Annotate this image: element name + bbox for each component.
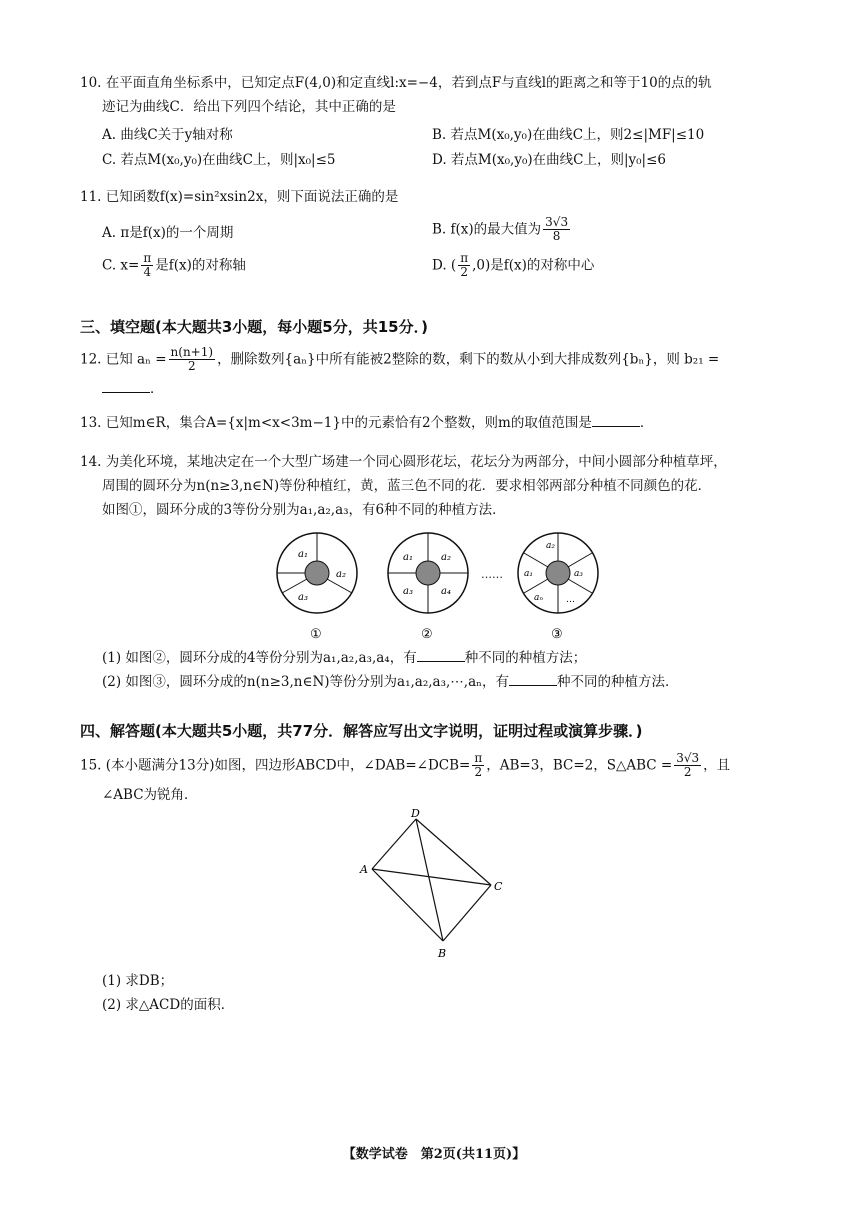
fig3-ellipsis: …: [566, 595, 575, 605]
fig1-label: ①: [310, 627, 322, 642]
q14-sub1: (1) 如图②，圆环分成的4等份分别为a₁,a₂,a₃,a₄，有 种不同的种植方法；: [102, 650, 587, 666]
q14-sub1-blank[interactable]: [417, 649, 465, 662]
section-3-heading: 三、填空题(本大题共3小题，每小题5分，共15分．): [80, 318, 428, 336]
fig2-a2: a₂: [441, 552, 451, 563]
fig2-a4: a₄: [441, 586, 451, 597]
q13: 13. 已知m∈R，集合A={x|m<x<3m−1}中的元素恰有2个整数，则m的取值范围是 ．: [80, 415, 654, 431]
q12-line2: ．: [102, 380, 164, 398]
fig3-a1: a₁: [524, 569, 533, 579]
vertex-d-label: D: [411, 807, 420, 820]
q10-line2: 迹记为曲线C．给出下列四个结论，其中正确的是: [102, 99, 396, 115]
q14-sub2: (2) 如图③，圆环分成的n(n≥3,n∈N)等份分别为a₁,a₂,a₃,⋯,aₙ，有 种不同的种植方法．: [102, 674, 679, 690]
q11-option-b: B. f(x)的最大值为 $\frac{3√3}{8}$: [432, 215, 569, 243]
q12-answer-blank[interactable]: [102, 380, 150, 393]
page-footer: 【数学试卷 第2页(共11页)】: [342, 1147, 526, 1162]
fig3-a2: a₂: [546, 541, 555, 551]
fig1-a1: a₁: [298, 549, 308, 560]
q15-sub2: (2) 求△ACD的面积．: [102, 997, 235, 1013]
fig2-a3: a₃: [403, 586, 413, 597]
q14-figure-2: [383, 530, 473, 645]
q14-line1: 14. 为美化环境，某地决定在一个大型广场建一个同心圆形花坛，花坛分为两部分，中间小圆部分种植草坪，: [80, 454, 727, 470]
q10-option-c: C. 若点M(x₀,y₀)在曲线C上，则|x₀|≤5: [102, 152, 336, 168]
fig3-label: ③: [551, 627, 563, 642]
vertex-a-label: A: [360, 863, 368, 876]
q14-figure-3: [510, 530, 606, 645]
fig1-a3: a₃: [298, 592, 308, 603]
q13-answer-blank[interactable]: [592, 414, 640, 427]
q14-figure-1: [272, 530, 362, 645]
q11-stem: 11. 已知函数f(x)=sin²xsin2x，则下面说法正确的是: [80, 189, 399, 205]
fig1-a2: a₂: [336, 569, 346, 580]
fig3-a3: a₃: [574, 569, 583, 579]
q11-option-c: C. x= $\frac{\pi}{4}$ 是f(x)的对称轴: [102, 251, 246, 279]
q15-line1: 15. (本小题满分13分)如图，四边形ABCD中，∠DAB=∠DCB= $\frac{\pi}{2}$ ，AB=3，BC=2，S△ABC = $\frac{3√3}{2}$ ，且: [80, 751, 731, 779]
q15-line2: ∠ABC为锐角．: [102, 787, 198, 803]
fig3-an: aₙ: [534, 593, 544, 603]
q14-line3: 如图①，圆环分成的3等份分别为a₁,a₂,a₃，有6种不同的种植方法．: [102, 502, 506, 518]
q10-option-b: B. 若点M(x₀,y₀)在曲线C上，则2≤|MF|≤10: [432, 127, 705, 143]
section-4-heading: 四、解答题(本大题共5小题，共77分．解答应写出文字说明，证明过程或演算步骤．): [80, 722, 643, 740]
q12-line1: 12. 已知 aₙ = $\frac{n(n+1)}{2}$ ，删除数列{aₙ}中所有能被2整除的数，剩下的数从小到大排成数列{bₙ}，则 b₂₁ =: [80, 345, 720, 373]
vertex-c-label: C: [494, 880, 503, 893]
q10-option-d: D. 若点M(x₀,y₀)在曲线C上，则|y₀|≤6: [432, 152, 667, 168]
q14-line2: 周围的圆环分为n(n≥3,n∈N)等份种植红，黄，蓝三色不同的花．要求相邻两部分种植不同颜色的花．: [102, 478, 712, 494]
q15-sub1: (1) 求DB；: [102, 973, 174, 989]
vertex-b-label: B: [438, 947, 447, 960]
q10-line1: 10. 在平面直角坐标系中，已知定点F(4,0)和定直线l:x=−4，若到点F与直线l的距离之和等于10的点的轨: [80, 75, 712, 91]
q10-option-a: A. 曲线C关于y轴对称: [102, 127, 233, 143]
q11-option-d: D. ( $\frac{\pi}{2}$ ,0)是f(x)的对称中心: [432, 251, 595, 279]
fig2-label: ②: [421, 627, 433, 642]
q11-option-a: A. π是f(x)的一个周期: [102, 225, 234, 241]
q15-quadrilateral-figure: [355, 805, 515, 965]
q14-figure-ellipsis: ……: [481, 568, 503, 581]
fig2-a1: a₁: [403, 552, 413, 563]
q14-sub2-blank[interactable]: [509, 673, 557, 686]
